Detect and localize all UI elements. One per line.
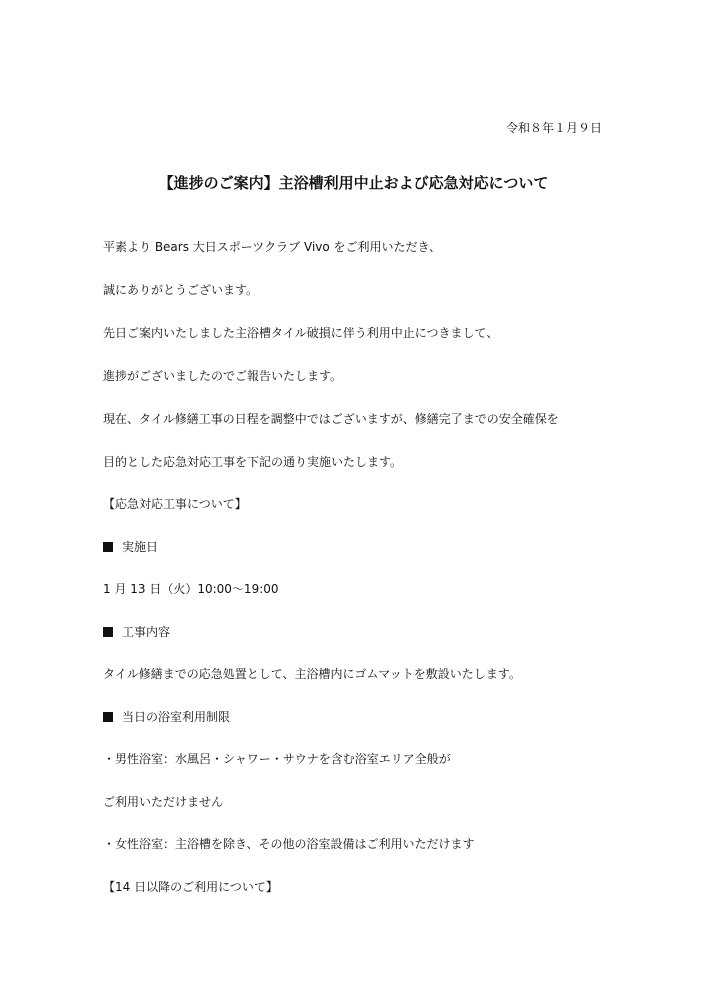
heading-date — [103, 539, 158, 555]
heading-work-content — [103, 624, 170, 640]
document-title: 【進捗のご案内】主浴槽利用中止および応急対応について — [158, 174, 549, 192]
square-bullet-icon — [103, 627, 113, 637]
intro-line-6: 目的とした応急対応工事を下記の通り実施いたします。 — [103, 455, 403, 469]
intro-line-2: 誠にありがとうございます。 — [103, 283, 259, 297]
work-date-value: 1 月 13 日（火）10:00～19:00 — [103, 582, 279, 596]
section-heading-after-14th: 【14 日以降のご利用について】 — [103, 880, 278, 894]
heading-bath-restriction-label: 当日の浴室利用制限 — [122, 710, 231, 724]
intro-line-4: 進捗がございましたのでご報告いたします。 — [103, 369, 343, 383]
intro-line-3: 先日ご案内いたしました主浴槽タイル破損に伴う利用中止につきまして、 — [103, 326, 499, 340]
male-restriction-line-1: ・男性浴室：水風呂・シャワー・サウナを含む浴室エリア全般が — [103, 752, 451, 766]
intro-line-5: 現在、タイル修繕工事の日程を調整中ではございますが、修繕完了までの安全確保を — [103, 412, 559, 426]
square-bullet-icon — [103, 542, 113, 552]
heading-work-content-label: 工事内容 — [122, 625, 171, 639]
document-date: 令和８年１月９日 — [505, 121, 602, 135]
male-restriction-line-2: ご利用いただけません — [103, 795, 224, 809]
heading-date-label: 実施日 — [122, 540, 159, 554]
section-heading-emergency-work: 【応急対応工事について】 — [103, 497, 247, 511]
heading-bath-restriction — [103, 709, 230, 725]
intro-line-1: 平素より Bears 大日スポーツクラブ Vivo をご利用いただき、 — [103, 240, 442, 254]
square-bullet-icon — [103, 712, 113, 722]
work-content-value: タイル修繕までの応急処置として、主浴槽内にゴムマットを敷設いたします。 — [103, 667, 521, 681]
female-restriction-line: ・女性浴室：主浴槽を除き、その他の浴室設備はご利用いただけます — [103, 837, 475, 851]
